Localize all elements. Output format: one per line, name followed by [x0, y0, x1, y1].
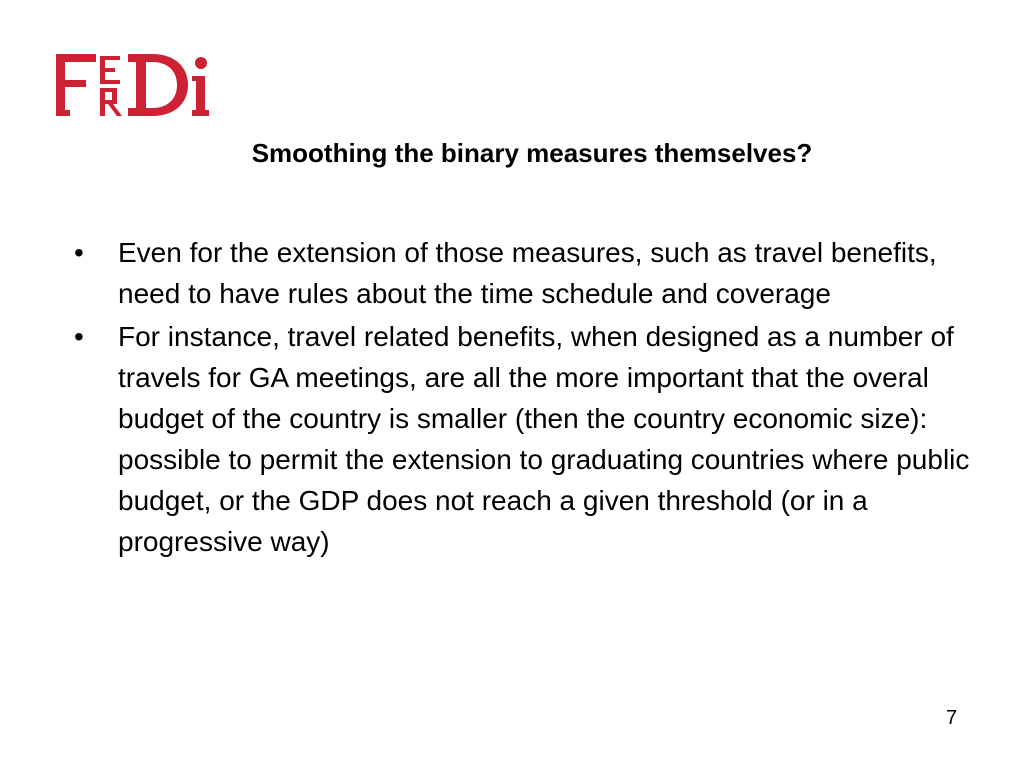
bullet-item — [72, 232, 992, 314]
bullet-marker: • — [74, 237, 84, 268]
bullet-marker: • — [74, 321, 84, 352]
ferdi-logo-graphic — [56, 48, 224, 124]
bullet-text: For instance, travel related benefits, when designed as a number of travels for GA meetings, are all the more important that the overal budget of the country is smaller (then the country economic size): possible to permit the extension to graduating countries where public budget, or the GDP does not reach a given threshold (or in a progressive way) — [118, 321, 970, 557]
bullet-list — [72, 232, 992, 564]
page-number: 7 — [946, 707, 958, 729]
ferdi-logo — [56, 48, 224, 124]
slide-title: Smoothing the binary measures themselves? — [251, 138, 813, 168]
bullet-item — [72, 316, 992, 562]
bullet-text: Even for the extension of those measures, such as travel benefits, need to have rules about the time schedule and coverage — [118, 237, 937, 309]
